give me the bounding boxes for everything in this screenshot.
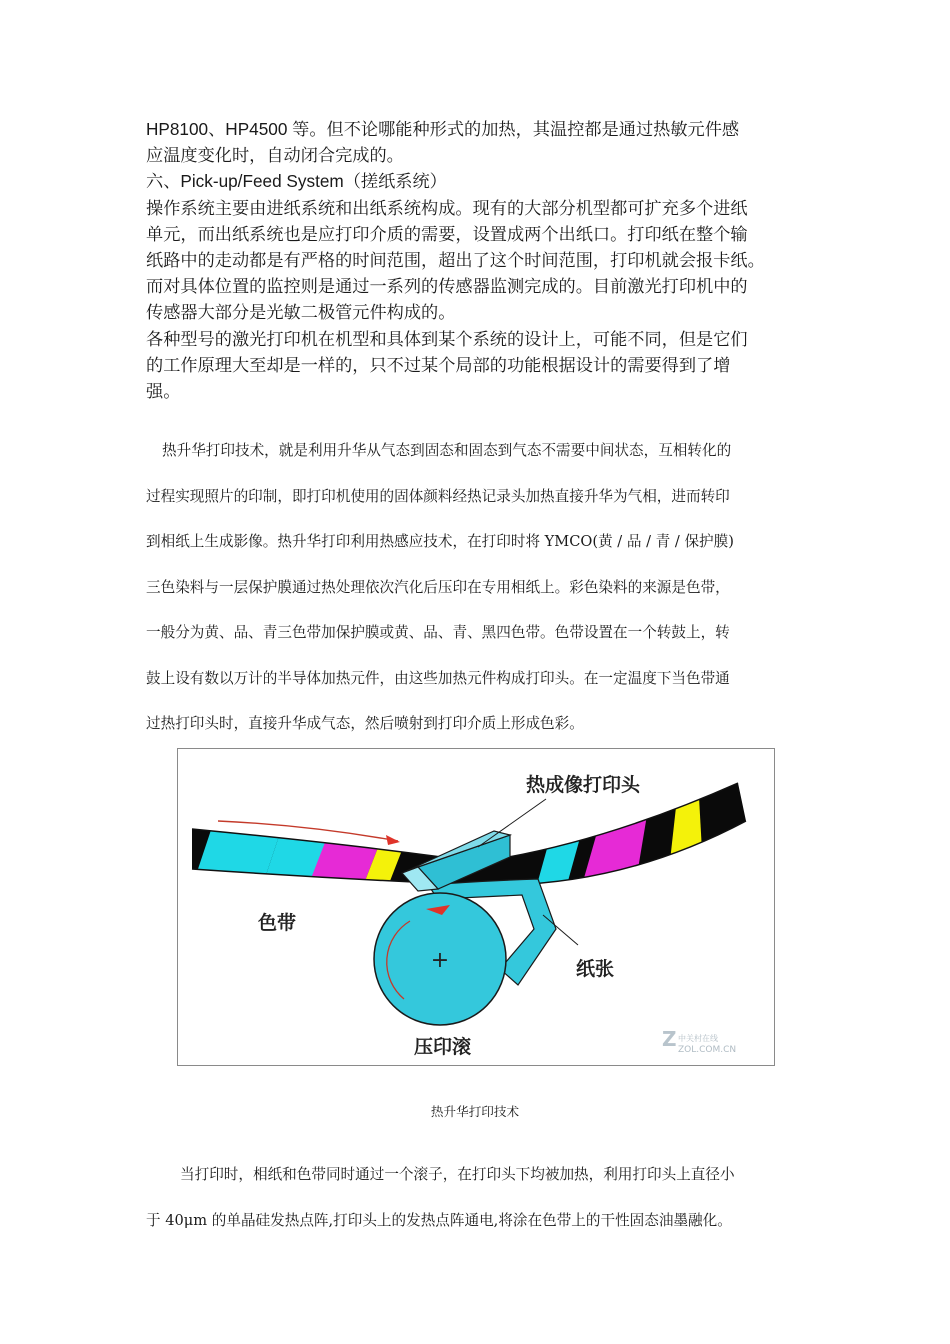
figure-caption: 热升华打印技术	[430, 1104, 520, 1119]
paragraph-line: HP8100、HP4500 等。但不论哪能种形式的加热，其温控都是通过热敏元件感	[146, 119, 740, 139]
paragraph-line: 单元，而出纸系统也是应打印介质的需要，设置成两个出纸口。打印纸在整个输	[146, 223, 748, 244]
watermark-logo-icon: Z	[662, 1027, 677, 1051]
paragraph-line: 到相纸上生成影像。热升华打印利用热感应技术，在打印时将 YMCO(黄 / 品 / 青 / 保护膜)	[146, 533, 734, 550]
roller-center-plus: +	[430, 948, 450, 973]
paragraph-line: 过热打印头时，直接升华成气态，然后喷射到打印介质上形成色彩。	[146, 715, 584, 732]
section-printing-process	[146, 1152, 816, 1243]
label-ribbon: 色带	[258, 912, 297, 934]
paragraph-line: 于 40μm 的单晶硅发热点阵,打印头上的发热点阵通电,将涂在色带上的干性固态油墨融化。	[146, 1211, 732, 1229]
print-head-leader	[478, 799, 546, 847]
paragraph-line: 纸路中的走动都是有严格的时间范围，超出了这个时间范围，打印机就会报卡纸。	[146, 250, 765, 271]
dye-sublimation-diagram	[177, 748, 775, 1066]
paragraph-line: 的工作原理大至却是一样的，只不过某个局部的功能根据设计的需要得到了增	[146, 354, 731, 375]
paragraph-line: 三色染料与一层保护膜通过热处理依次汽化后压印在专用相纸上。彩色染料的来源是色带，	[146, 578, 730, 596]
paragraph-line: 过程实现照片的印制，即打印机使用的固体颜料经热记录头加热直接升华为气相，进而转印	[146, 487, 730, 505]
paragraph-line: 鼓上设有数以万计的半导体加热元件，由这些加热元件构成打印头。在一定温度下当色带通	[146, 669, 730, 687]
watermark-line1: 中关村在线	[678, 1034, 718, 1043]
paragraph-line: 传感器大部分是光敏二极管元件构成的。	[146, 302, 456, 323]
paragraph-line: 各种型号的激光打印机在机型和具体到某个系统的设计上，可能不同，但是它们	[146, 328, 748, 349]
paragraph-line: 当打印时，相纸和色带同时通过一个滚子，在打印头下均被加热，利用打印头上直径小	[180, 1166, 735, 1183]
paragraph-line: 而对具体位置的监控则是通过一系列的传感器监测完成的。目前激光打印机中的	[146, 276, 748, 297]
section-printer-feed-system	[146, 116, 816, 404]
paragraph-line: 一般分为黄、品、青三色带加保护膜或黄、品、青、黑四色带。色带设置在一个转鼓上，转	[146, 624, 730, 641]
paragraph-line: 应温度变化时，自动闭合完成的。	[146, 145, 404, 166]
label-roller: 压印滚	[414, 1036, 472, 1058]
watermark	[662, 1027, 736, 1055]
ribbon-direction-arrow-head	[386, 835, 400, 845]
paragraph-line: 强。	[146, 381, 181, 402]
paragraph-line: 热升华打印技术，就是利用升华从气态到固态和固态到气态不需要中间状态，互相转化的	[162, 442, 732, 459]
section-heading: 六、Pick-up/Feed System（搓纸系统）	[146, 171, 447, 192]
section-dye-sublimation	[146, 428, 816, 747]
ribbon-black-tip	[698, 759, 738, 869]
paragraph-line: 操作系统主要由进纸系统和出纸系统构成。现有的大部分机型都可扩充多个进纸	[146, 197, 748, 218]
label-print-head: 热成像打印头	[526, 774, 641, 796]
diagram-svg	[178, 749, 774, 1065]
watermark-line2: ZOL.COM.CN	[678, 1045, 737, 1055]
label-paper: 纸张	[576, 958, 615, 980]
